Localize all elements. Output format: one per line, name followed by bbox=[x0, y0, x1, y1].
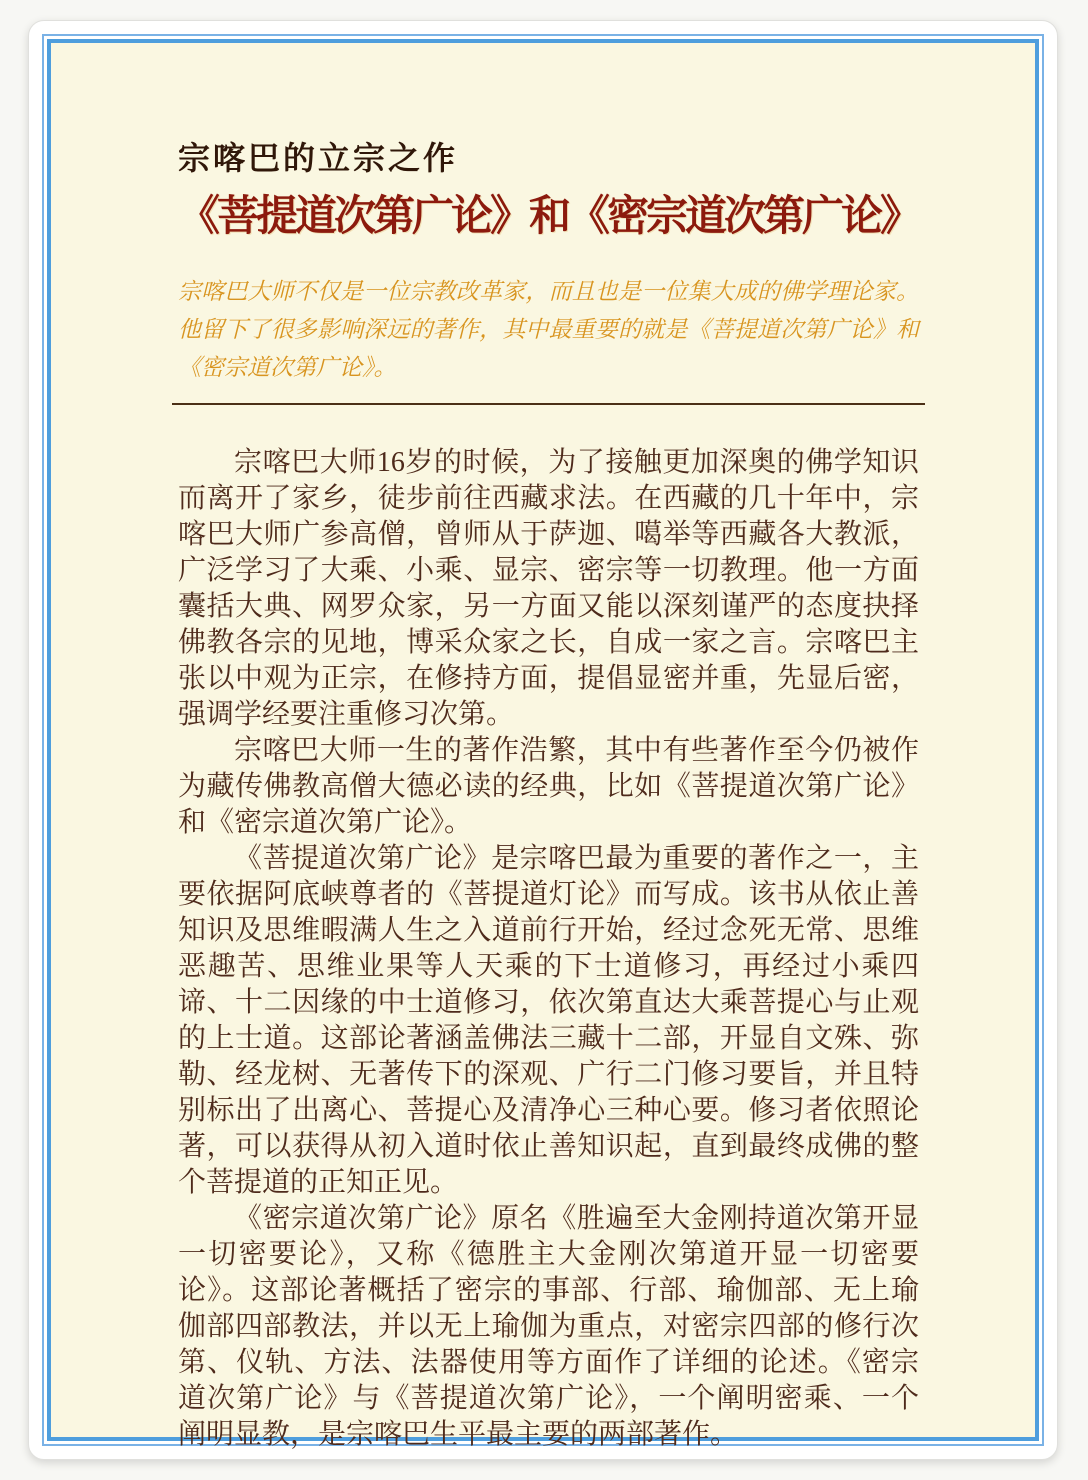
body-paragraph: 《密宗道次第广论》原名《胜遍至大金刚持道次第开显一切密要论》，又称《德胜主大金刚次第道开显一切密要论》。这部论著概括了密宗的事部、行部、瑜伽部、无上瑜伽部四部教法，并以无上瑜伽为重点，对密宗四部的修行次第、仪轨、方法、法器使用等方面作了详细的论述。《密宗道次第广论》与《菩提道次第广论》，一个阐明密乘、一个阐明显教，是宗喀巴生平最主要的两部著作。 bbox=[178, 1202, 919, 1450]
page-paper bbox=[51, 43, 1035, 1450]
section-kicker: 宗喀巴的立宗之作 bbox=[178, 140, 459, 176]
body-paragraph: 宗喀巴大师16岁的时候，为了接触更加深奥的佛学知识而离开了家乡，徒步前往西藏求法。在西藏的几十年中，宗喀巴大师广参高僧，曾师从于萨迦、噶举等西藏各大教派，广泛学习了大乘、小乘、显宗、密宗等一切教理。他一方面囊括大典、网罗众家，另一方面又能以深刻谨严的态度抉择佛教各宗的见地，博采众家之长，自成一家之言。宗喀巴主张以中观为正宗，在修持方面，提倡显密并重，先显后密，强调学经要注重修习次第。 bbox=[178, 446, 919, 730]
intro-summary: 宗喀巴大师不仅是一位宗教改革家，而且也是一位集大成的佛学理论家。他留下了很多影响深远的著作，其中最重要的就是《菩提道次第广论》和《密宗道次第广论》。 bbox=[178, 278, 919, 380]
body-paragraph: 宗喀巴大师一生的著作浩繁，其中有些著作至今仍被作为藏传佛教高僧大德必读的经典，比如《菩提道次第广论》和《密宗道次第广论》。 bbox=[178, 734, 919, 838]
body-text-block bbox=[178, 445, 919, 1453]
inner-frame-border bbox=[47, 39, 1039, 1450]
book-page-card bbox=[28, 20, 1058, 1460]
page-title: 《菩提道次第广论》和《密宗道次第广论》 bbox=[178, 194, 920, 241]
body-paragraph: 《菩提道次第广论》是宗喀巴最为重要的著作之一，主要依据阿底峡尊者的《菩提道灯论》而写成。该书从依止善知识及思维暇满人生之入道前行开始，经过念死无常、思维恶趣苦、思维业果等人天乘的下士道修习，再经过小乘四谛、十二因缘的中士道修习，依次第直达大乘菩提心与止观的上士道。这部论著涵盖佛法三藏十二部，开显自文殊、弥勒、经龙树、无著传下的深观、广行二门修习要旨，并且特别标出了出离心、菩提心及清净心三种心要。修习者依照论著，可以获得从初入道时依止善知识起，直到最终成佛的整个菩提道的正知正见。 bbox=[178, 842, 919, 1198]
outer-frame-line bbox=[42, 34, 1044, 1450]
divider-rule bbox=[172, 403, 925, 405]
